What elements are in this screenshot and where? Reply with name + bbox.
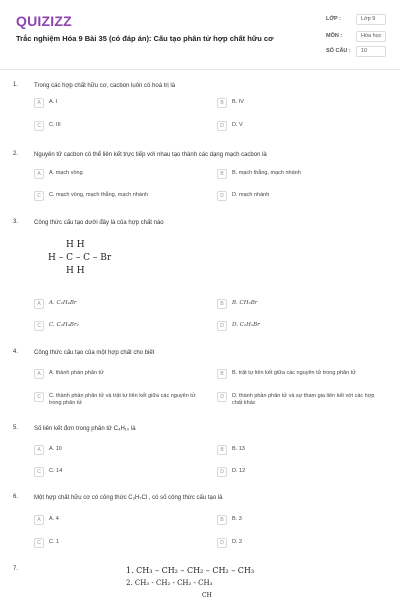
formula-middle-row: H – C – C – Br (48, 253, 112, 263)
option-d[interactable] (217, 390, 387, 410)
option-c[interactable] (34, 319, 194, 333)
option-b[interactable] (217, 367, 387, 381)
option-b[interactable] (217, 96, 387, 110)
option-text: C. 14 (49, 468, 63, 474)
question-number: 4. (13, 349, 19, 355)
option-a[interactable] (34, 367, 194, 381)
option-letter-d: D (217, 121, 227, 131)
question-text: Số liên kết đơn trong phân tử C₄H₁₀ là (34, 426, 136, 432)
question-count-value: 10 (356, 46, 386, 57)
subject-label: MÔN : (326, 33, 343, 39)
option-letter-a: A (34, 369, 44, 379)
option-letter-c: C (34, 467, 44, 477)
option-text: A. I (49, 99, 58, 105)
question-number: 3. (13, 219, 19, 225)
option-c[interactable] (34, 536, 194, 550)
option-a[interactable] (34, 96, 194, 110)
option-letter-c: C (34, 392, 44, 402)
option-text: C. III (49, 122, 61, 128)
option-text: A. thành phần phân tử (49, 370, 104, 376)
question-text: Một hợp chất hữu cơ có công thức C₃H₇Cl , có số công thức cấu tạo là (34, 495, 223, 501)
option-letter-b: B (217, 445, 227, 455)
option-letter-a: A (34, 169, 44, 179)
option-text: C. 1 (49, 539, 60, 545)
option-letter-d: D (217, 392, 227, 402)
option-text: B. IV (232, 99, 244, 105)
option-letter-c: C (34, 538, 44, 548)
option-d[interactable] (217, 189, 387, 203)
option-b[interactable] (217, 297, 387, 311)
option-letter-b: B (217, 515, 227, 525)
option-text: B. CH₃Br (232, 300, 258, 306)
option-letter-c: C (34, 121, 44, 131)
option-text: B. 3 (232, 516, 242, 522)
quizizz-logo: QUIZIZZ (16, 13, 72, 29)
option-text: D. V (232, 122, 243, 128)
question-number: 7. (13, 566, 19, 572)
question-number: 1. (13, 82, 19, 88)
option-b[interactable] (217, 513, 387, 527)
option-text: D. thành phần phân tử và sự tham gia liên kết với các hợp chất khác (232, 393, 375, 406)
option-letter-c: C (34, 321, 44, 331)
formula-top-row: H H (66, 240, 85, 250)
option-a[interactable] (34, 443, 194, 457)
question-text: Nguyên tử cacbon có thể liên kết trực tiếp với nhau tạo thành các dạng mạch cacbon là (34, 152, 267, 158)
option-letter-a: A (34, 98, 44, 108)
formula-line-2: 2. CH₃ - CH₂ - CH₂ - CH₃ (126, 579, 213, 587)
option-d[interactable] (217, 536, 387, 550)
question-text: Trong các hợp chất hữu cơ, cacbon luôn có hoá trị là (34, 83, 176, 89)
question-number: 6. (13, 494, 19, 500)
option-c[interactable] (34, 189, 194, 203)
option-text: D. 12 (232, 468, 246, 474)
option-b[interactable] (217, 167, 387, 181)
grade-label: LỚP : (326, 16, 341, 22)
option-b[interactable] (217, 443, 387, 457)
option-text: D. 2 (232, 539, 243, 545)
option-text: B. 13 (232, 446, 245, 452)
option-text: A. C₂H₄Br (49, 300, 77, 306)
option-text: D. mạch nhánh (232, 192, 270, 198)
formula-line-3: CH (202, 592, 212, 599)
question-number: 5. (13, 425, 19, 431)
option-text: B. mạch thẳng, mạch nhánh (232, 170, 301, 176)
option-d[interactable] (217, 319, 387, 333)
option-letter-a: A (34, 515, 44, 525)
option-letter-d: D (217, 538, 227, 548)
question-number: 2. (13, 151, 19, 157)
option-text: B. trật tự liên kết giữa các nguyên tử trong phân tử (232, 370, 356, 376)
option-letter-d: D (217, 467, 227, 477)
option-letter-a: A (34, 299, 44, 309)
structural-formula (48, 240, 138, 276)
document-title: Trắc nghiệm Hóa 9 Bài 35 (có đáp án): Cấu tạo phân tử hợp chất hữu cơ (16, 34, 274, 43)
formula-line-1: 1. CH₃ – CH₂ – CH₂ – CH₂ – CH₃ (126, 566, 255, 575)
grade-value: Lớp 9 (356, 14, 386, 25)
page-header (0, 0, 400, 70)
option-text: C. C₂H₄Br₂ (49, 322, 79, 328)
option-letter-d: D (217, 191, 227, 201)
option-text: A. 4 (49, 516, 59, 522)
option-c[interactable] (34, 119, 194, 133)
option-letter-b: B (217, 98, 227, 108)
option-text: A. 10 (49, 446, 62, 452)
question-count-label: SỐ CÂU : (326, 48, 351, 54)
option-a[interactable] (34, 513, 194, 527)
option-text: C. mạch vòng, mạch thẳng, mạch nhánh (49, 192, 149, 198)
option-d[interactable] (217, 465, 387, 479)
subject-value: Hóa học (356, 31, 386, 42)
question-text: Công thức cấu tạo dưới đây là của hợp chất nào (34, 220, 164, 226)
option-text: C. thành phần phân tử và trật tự liên kết giữa các nguyên tử trong phân tử (49, 393, 196, 406)
option-c[interactable] (34, 465, 194, 479)
formula-bottom-row: H H (66, 266, 85, 276)
option-letter-b: B (217, 369, 227, 379)
option-text: D. C₂H₅Br (232, 322, 260, 328)
structural-formula-list (126, 566, 326, 600)
option-letter-d: D (217, 321, 227, 331)
option-a[interactable] (34, 167, 194, 181)
option-letter-a: A (34, 445, 44, 455)
option-letter-b: B (217, 169, 227, 179)
option-c[interactable] (34, 390, 194, 410)
question-text: Công thức cấu tạo của một hợp chất cho biết (34, 350, 155, 356)
option-text: A. mạch vòng (49, 170, 83, 176)
option-letter-b: B (217, 299, 227, 309)
option-d[interactable] (217, 119, 387, 133)
option-letter-c: C (34, 191, 44, 201)
option-a[interactable] (34, 297, 194, 311)
